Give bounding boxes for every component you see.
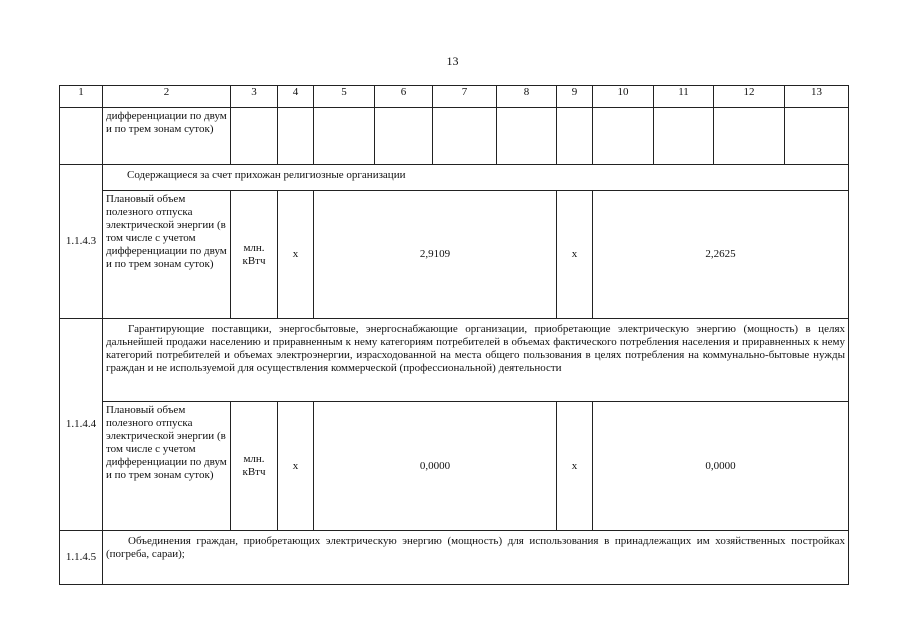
section-title: Содержащиеся за счет прихожан религиозные организации xyxy=(103,165,849,191)
item-label: Плановый объем полезного отпуска электрической энергии (в том числе с учетом дифференциации по двум и по трем зонам суток) xyxy=(103,191,231,319)
empty-cell xyxy=(60,108,103,165)
section-title: Гарантирующие поставщики, энергосбытовые, энергоснабжающие организации, приобретающие электрическую энергию (мощность) в целях дальнейшей продажи населению и приравненным к нему категориям потребителей в объемах фактического потребления населения и приравненных к нему категорий потребителей и объемах электроэнергии, израсходованной на места общего пользования в целях потребления на коммунально-бытовые нужды граждан и не используемой для осуществления коммерческой (профессиональной) деятельности xyxy=(103,319,849,402)
header-cell: 13 xyxy=(785,86,849,108)
x-mark: х xyxy=(278,402,314,531)
header-row xyxy=(60,86,849,108)
empty-cell xyxy=(433,108,497,165)
value-cell: 0,0000 xyxy=(593,402,849,531)
x-mark: х xyxy=(557,191,593,319)
header-cell: 9 xyxy=(557,86,593,108)
data-row-1144 xyxy=(60,402,849,531)
page-number: 13 xyxy=(446,54,459,68)
header-cell: 11 xyxy=(654,86,714,108)
empty-cell xyxy=(593,108,654,165)
value-cell: 2,2625 xyxy=(593,191,849,319)
empty-cell xyxy=(231,108,278,165)
section-row-1145 xyxy=(60,531,849,585)
section-row-1144 xyxy=(60,319,849,402)
header-cell: 4 xyxy=(278,86,314,108)
header-cell: 8 xyxy=(497,86,557,108)
header-cell: 5 xyxy=(314,86,375,108)
header-cell: 1 xyxy=(60,86,103,108)
header-cell: 6 xyxy=(375,86,433,108)
empty-cell xyxy=(497,108,557,165)
empty-cell xyxy=(654,108,714,165)
empty-cell xyxy=(375,108,433,165)
header-cell: 12 xyxy=(714,86,785,108)
x-mark: х xyxy=(557,402,593,531)
header-cell: 3 xyxy=(231,86,278,108)
x-mark: х xyxy=(278,191,314,319)
unit-cell: млн. кВтч xyxy=(231,402,278,531)
empty-cell xyxy=(714,108,785,165)
header-cell: 10 xyxy=(593,86,654,108)
section-row-1143 xyxy=(60,165,849,191)
section-title: Объединения граждан, приобретающих электрическую энергию (мощность) для использования в принадлежащих им хозяйственных постройках (погреба, сараи); xyxy=(103,531,849,585)
empty-cell xyxy=(314,108,375,165)
unit-cell: млн. кВтч xyxy=(231,191,278,319)
row-code: 1.1.4.4 xyxy=(60,319,103,531)
value-cell: 2,9109 xyxy=(314,191,557,319)
item-label: Плановый объем полезного отпуска электрической энергии (в том числе с учетом дифференциации по двум и по трем зонам суток) xyxy=(103,402,231,531)
empty-cell xyxy=(785,108,849,165)
tariff-table xyxy=(59,85,849,585)
empty-cell xyxy=(278,108,314,165)
value-cell: 0,0000 xyxy=(314,402,557,531)
continuation-label: дифференциации по двум и по трем зонам суток) xyxy=(103,108,231,165)
empty-cell xyxy=(557,108,593,165)
header-cell: 2 xyxy=(103,86,231,108)
row-code: 1.1.4.3 xyxy=(60,165,103,319)
header-cell: 7 xyxy=(433,86,497,108)
row-code: 1.1.4.5 xyxy=(60,531,103,585)
continuation-row xyxy=(60,108,849,165)
data-row-1143 xyxy=(60,191,849,319)
